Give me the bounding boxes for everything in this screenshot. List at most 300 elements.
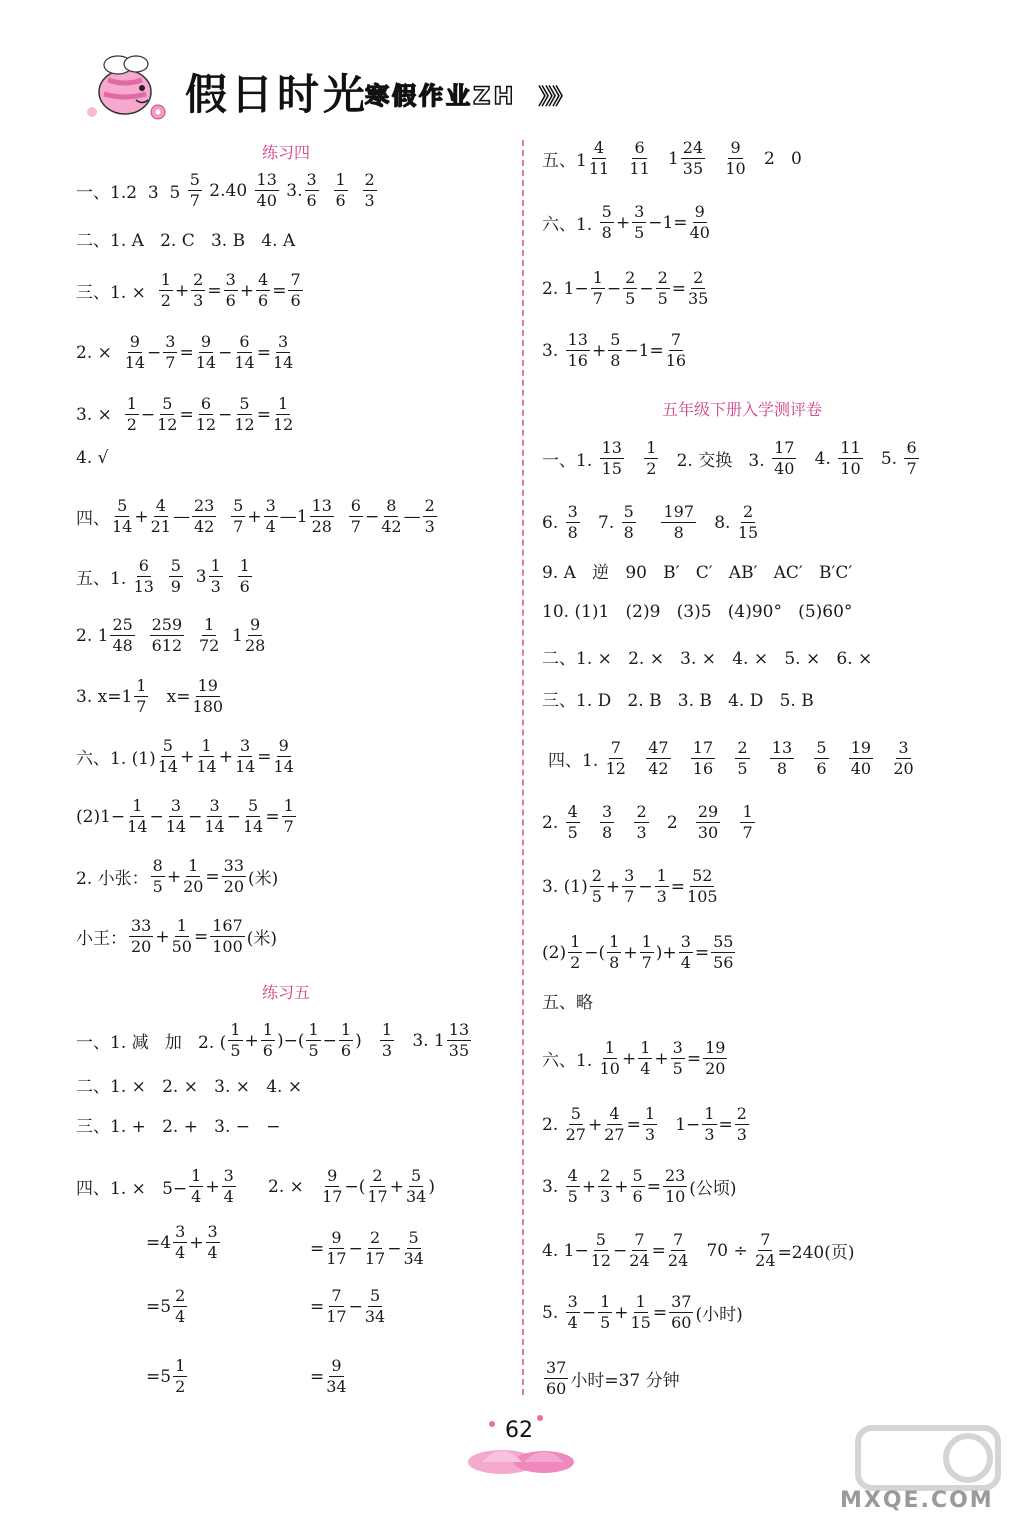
answer-text: 三、1. D 2. B 3. B 4. D 5. B bbox=[542, 691, 814, 711]
denominator: 8 bbox=[601, 223, 612, 242]
denominator: 42 bbox=[193, 517, 215, 536]
denominator: 10 bbox=[664, 1187, 686, 1206]
fraction bbox=[566, 332, 590, 369]
fraction bbox=[644, 440, 658, 477]
numerator: 1 bbox=[340, 1020, 352, 1039]
answer-text: 5. bbox=[864, 448, 903, 469]
fraction bbox=[661, 504, 696, 541]
numerator: 13 bbox=[256, 170, 277, 189]
fraction bbox=[725, 140, 745, 177]
numerator: 7 bbox=[760, 1230, 771, 1249]
numerator: 1 bbox=[656, 866, 667, 885]
answer-text bbox=[831, 749, 847, 769]
denominator: 28 bbox=[311, 517, 332, 536]
answer-text: + bbox=[605, 876, 621, 897]
numerator: 2 bbox=[625, 268, 636, 287]
numerator: 1 bbox=[604, 1038, 615, 1057]
denominator: 7 bbox=[592, 289, 603, 308]
denominator: 14 bbox=[157, 757, 179, 776]
answer-text: − bbox=[147, 342, 162, 363]
fraction bbox=[772, 440, 796, 477]
numerator: 1 bbox=[600, 1292, 611, 1311]
left-answer-line bbox=[146, 1224, 222, 1261]
answer-text: 7. bbox=[581, 512, 620, 533]
answer-text: 1− bbox=[659, 1114, 701, 1135]
fraction bbox=[702, 1106, 716, 1143]
answer-text: 六、1. (1) bbox=[76, 749, 156, 769]
answer-text: 四、 bbox=[76, 509, 110, 529]
left-answer-line bbox=[76, 617, 267, 654]
numerator: 8 bbox=[386, 496, 397, 515]
answer-text: 一、1. 减 加 2. ( bbox=[76, 1033, 227, 1053]
fraction bbox=[365, 1288, 385, 1325]
denominator: 8 bbox=[609, 953, 620, 972]
right-answer-line bbox=[548, 740, 916, 777]
numerator: 2 bbox=[364, 170, 375, 189]
numerator: 2 bbox=[742, 502, 754, 521]
right-answer-line bbox=[542, 440, 921, 477]
answer-text: + bbox=[654, 1048, 669, 1069]
numerator: 5 bbox=[601, 202, 612, 221]
numerator: 5 bbox=[623, 502, 634, 521]
answer-text: 2 0 bbox=[747, 148, 802, 169]
fraction bbox=[151, 498, 171, 535]
fraction bbox=[158, 738, 178, 775]
answer-text: + bbox=[581, 1176, 597, 1197]
denominator: 4 bbox=[680, 953, 691, 972]
numerator: 3 bbox=[567, 1292, 578, 1311]
denominator: 14 bbox=[234, 757, 256, 776]
denominator: 12 bbox=[157, 415, 178, 434]
fraction bbox=[199, 617, 219, 654]
fraction bbox=[600, 440, 624, 477]
numerator: 1 bbox=[188, 856, 199, 875]
numerator: 17 bbox=[774, 438, 795, 457]
numerator: 3 bbox=[624, 866, 635, 885]
answer-text: 3. (1) bbox=[542, 876, 588, 897]
numerator: 29 bbox=[697, 802, 719, 821]
answer-text: = bbox=[265, 806, 280, 827]
denominator: 17 bbox=[367, 1187, 388, 1206]
denominator: 6 bbox=[816, 759, 827, 778]
fraction bbox=[600, 204, 614, 241]
fraction bbox=[245, 617, 265, 654]
numerator: 1 bbox=[704, 1104, 715, 1123]
fraction bbox=[671, 1040, 685, 1077]
fraction bbox=[112, 498, 132, 535]
answer-text: = bbox=[310, 1238, 325, 1259]
right-answer-line bbox=[542, 270, 710, 307]
numerator: 1 bbox=[132, 796, 143, 815]
answer-text bbox=[225, 567, 236, 587]
numerator: 23 bbox=[664, 1166, 686, 1185]
numerator: 3 bbox=[672, 1038, 683, 1057]
answer-text: (2)1− bbox=[76, 806, 126, 827]
fraction bbox=[134, 558, 154, 595]
denominator: 6 bbox=[258, 291, 269, 310]
numerator: 4 bbox=[609, 1104, 620, 1123]
numerator: 3 bbox=[306, 170, 317, 189]
answer-text: = bbox=[310, 1296, 325, 1317]
answer-text: (米) bbox=[248, 869, 279, 889]
denominator: 24 bbox=[755, 1251, 776, 1270]
denominator: 14 bbox=[196, 757, 217, 776]
denominator: 20 bbox=[223, 877, 245, 896]
answer-text: 2. × bbox=[268, 1176, 321, 1197]
numerator: 1 bbox=[210, 556, 221, 575]
right-answer-line bbox=[542, 1232, 855, 1269]
numerator: 6 bbox=[138, 556, 149, 575]
fraction bbox=[566, 1168, 580, 1205]
answer-text: =4 bbox=[146, 1232, 172, 1253]
fraction bbox=[365, 1230, 385, 1267]
fraction bbox=[688, 270, 708, 307]
fraction bbox=[604, 1106, 624, 1143]
left-answer-line bbox=[76, 226, 295, 251]
denominator: 40 bbox=[850, 759, 872, 778]
denominator: 7 bbox=[906, 459, 917, 478]
fraction bbox=[129, 918, 153, 955]
denominator: 12 bbox=[605, 759, 626, 778]
numerator: 1 bbox=[191, 1166, 202, 1185]
numerator: 9 bbox=[331, 1356, 342, 1375]
numerator: 167 bbox=[212, 916, 243, 935]
fraction bbox=[629, 140, 649, 177]
answer-text: + bbox=[244, 1030, 259, 1051]
answer-text: + bbox=[205, 1176, 220, 1197]
numerator: 8 bbox=[152, 856, 163, 875]
left-answer-line bbox=[76, 498, 439, 535]
numerator: 5 bbox=[570, 1104, 581, 1123]
answer-text: (米) bbox=[246, 929, 278, 949]
numerator: 6 bbox=[350, 496, 361, 515]
denominator: 21 bbox=[150, 517, 171, 536]
answer-text: 二、1. × 2. × 3. × 4. × bbox=[76, 1077, 303, 1097]
answer-text: 3. bbox=[280, 180, 303, 201]
right-answer-line bbox=[542, 204, 712, 241]
answer-text: −1= bbox=[648, 212, 688, 233]
fraction bbox=[349, 498, 363, 535]
answer-text: 六、1. bbox=[542, 215, 598, 235]
numerator: 19 bbox=[197, 676, 218, 695]
fraction bbox=[235, 738, 255, 775]
fraction bbox=[172, 918, 192, 955]
fraction bbox=[196, 738, 216, 775]
numerator: 1 bbox=[176, 916, 187, 935]
answer-text: 四、1. bbox=[548, 751, 604, 771]
answer-text: = bbox=[207, 280, 222, 301]
denominator: 6 bbox=[239, 577, 250, 596]
numerator: 4 bbox=[593, 138, 605, 157]
answer-text: − bbox=[606, 278, 622, 299]
numerator: 2 bbox=[424, 496, 435, 515]
fraction bbox=[770, 740, 794, 777]
fraction bbox=[735, 740, 749, 777]
numerator: 1 bbox=[239, 556, 250, 575]
numerator: 3 bbox=[602, 802, 613, 821]
numerator: 259 bbox=[151, 615, 183, 634]
numerator: 9 bbox=[129, 332, 140, 351]
numerator: 5 bbox=[408, 1228, 419, 1247]
denominator: 11 bbox=[629, 159, 650, 178]
answer-text: 4. bbox=[798, 448, 837, 469]
fraction bbox=[849, 740, 873, 777]
numerator: 1 bbox=[742, 802, 753, 821]
answer-text: = bbox=[646, 1176, 661, 1197]
fraction bbox=[655, 868, 669, 905]
fraction bbox=[110, 617, 134, 654]
denominator: 50 bbox=[171, 937, 192, 956]
numerator: 24 bbox=[682, 138, 704, 157]
numerator: 13 bbox=[567, 330, 588, 349]
numerator: 7 bbox=[610, 738, 621, 757]
right-answer-line bbox=[542, 140, 802, 177]
book-subtitle bbox=[365, 76, 517, 111]
denominator: 3 bbox=[656, 887, 667, 906]
denominator: 60 bbox=[671, 1313, 692, 1332]
numerator: 1 bbox=[609, 932, 620, 951]
answer-text: 2. bbox=[542, 812, 564, 833]
answer-text: = bbox=[694, 942, 710, 963]
numerator: 7 bbox=[634, 1230, 645, 1249]
denominator: 40 bbox=[774, 459, 795, 478]
denominator: 5 bbox=[737, 759, 748, 778]
fraction bbox=[643, 1106, 657, 1143]
numerator: 5 bbox=[117, 496, 128, 515]
fraction bbox=[640, 934, 654, 971]
answer-text: + bbox=[134, 506, 149, 527]
answer-text: − bbox=[348, 1238, 363, 1259]
fraction bbox=[166, 798, 186, 835]
answer-text: − bbox=[188, 806, 203, 827]
fraction bbox=[690, 204, 710, 241]
fraction bbox=[196, 334, 216, 371]
fraction bbox=[222, 1168, 236, 1205]
fraction bbox=[381, 498, 401, 535]
denominator: 11 bbox=[588, 159, 610, 178]
numerator: 6 bbox=[634, 138, 645, 157]
denominator: 5 bbox=[634, 223, 645, 242]
numerator: 5 bbox=[170, 556, 181, 575]
answer-text: 1 bbox=[651, 148, 679, 169]
numerator: 13 bbox=[311, 496, 332, 515]
denominator: 3 bbox=[193, 291, 204, 310]
answer-text: + bbox=[247, 506, 262, 527]
answer-text: = bbox=[718, 1114, 733, 1135]
denominator: 2 bbox=[160, 291, 171, 310]
fraction bbox=[608, 332, 622, 369]
answer-text: =5 bbox=[146, 1296, 172, 1317]
numerator: 3 bbox=[175, 1222, 186, 1241]
numerator: 7 bbox=[670, 330, 681, 349]
answer-text: − bbox=[218, 342, 233, 363]
fraction bbox=[222, 858, 246, 895]
numerator: 2 bbox=[657, 268, 668, 287]
numerator: 5 bbox=[248, 796, 259, 815]
numerator: 2 bbox=[600, 1166, 611, 1185]
denominator: 3 bbox=[644, 1125, 656, 1144]
answer-text: = bbox=[652, 1302, 668, 1323]
denominator: 4 bbox=[175, 1243, 186, 1262]
answer-text: 2. bbox=[542, 1114, 564, 1135]
fraction bbox=[406, 1168, 426, 1205]
denominator: 12 bbox=[590, 1251, 612, 1270]
fraction bbox=[703, 1040, 727, 1077]
answer-text: 2. × bbox=[76, 342, 123, 363]
fraction bbox=[238, 558, 252, 595]
fraction bbox=[600, 1040, 620, 1077]
denominator: 27 bbox=[604, 1125, 625, 1144]
fraction bbox=[666, 332, 686, 369]
answer-text bbox=[673, 749, 689, 769]
fraction bbox=[904, 440, 918, 477]
answer-text: 五、1 bbox=[542, 151, 587, 171]
denominator: 14 bbox=[273, 757, 294, 776]
denominator: 28 bbox=[244, 636, 266, 655]
denominator: 8 bbox=[673, 523, 684, 542]
numerator: 23 bbox=[193, 496, 215, 515]
denominator: 4 bbox=[640, 1059, 651, 1078]
answer-text: 3. bbox=[542, 340, 564, 361]
fraction bbox=[403, 1230, 423, 1267]
numerator: 1 bbox=[201, 736, 212, 755]
denominator: 20 bbox=[131, 937, 152, 956]
answer-text: − bbox=[638, 876, 653, 897]
denominator: 14 bbox=[127, 817, 148, 836]
answer-text: 2 bbox=[650, 812, 694, 833]
denominator: 24 bbox=[667, 1251, 689, 1270]
denominator: 35 bbox=[682, 159, 704, 178]
left-answer-line bbox=[76, 1072, 302, 1097]
numerator: 1 bbox=[646, 438, 657, 457]
numerator: 47 bbox=[648, 738, 669, 757]
fraction bbox=[606, 740, 626, 777]
answer-text: 9. A 逆 90 B′ C′ AB′ AC′ B′C′ bbox=[542, 563, 853, 583]
answer-text bbox=[875, 749, 891, 769]
numerator: 4 bbox=[567, 1166, 578, 1185]
denominator: 35 bbox=[448, 1041, 470, 1060]
answer-text: 70 ÷ bbox=[690, 1240, 754, 1261]
fraction bbox=[622, 868, 636, 905]
fraction bbox=[191, 272, 205, 309]
denominator: 56 bbox=[713, 953, 734, 972]
right-answer-line bbox=[542, 504, 760, 541]
denominator: 7 bbox=[742, 823, 753, 842]
numerator: 5 bbox=[189, 170, 200, 189]
answer-text: (小时) bbox=[695, 1305, 743, 1325]
denominator: 60 bbox=[546, 1379, 567, 1398]
numerator: 1 bbox=[641, 932, 652, 951]
fraction bbox=[326, 1288, 346, 1325]
left-answer-line bbox=[310, 1230, 426, 1267]
fraction bbox=[234, 334, 254, 371]
answer-text bbox=[156, 567, 167, 587]
answer-text: − bbox=[639, 278, 654, 299]
chevrons-icon: 》》》 bbox=[538, 85, 571, 110]
page-number: 62 bbox=[505, 1418, 533, 1443]
answer-text bbox=[350, 181, 361, 201]
denominator: 5 bbox=[567, 1187, 578, 1206]
denominator: 8 bbox=[776, 759, 788, 778]
fraction bbox=[687, 868, 718, 905]
numerator: 3 bbox=[207, 1222, 218, 1241]
answer-text: (公顷) bbox=[689, 1179, 737, 1199]
fraction bbox=[367, 1168, 387, 1205]
left-answer-line bbox=[310, 1358, 349, 1395]
answer-text: − bbox=[613, 1240, 628, 1261]
fraction bbox=[334, 172, 348, 209]
numerator: 1 bbox=[308, 1020, 319, 1039]
answer-text: − bbox=[140, 404, 156, 425]
answer-text: + bbox=[621, 1048, 637, 1069]
fraction bbox=[631, 1294, 651, 1331]
fraction bbox=[631, 1168, 645, 1205]
denominator: 8 bbox=[610, 351, 621, 370]
left-answer-line bbox=[76, 448, 108, 468]
right-answer-line bbox=[542, 868, 720, 905]
fraction bbox=[204, 798, 224, 835]
fraction bbox=[125, 396, 139, 433]
denominator: 14 bbox=[124, 353, 146, 372]
section-title-practice-5: 练习五 bbox=[262, 983, 311, 1002]
denominator: 9 bbox=[170, 577, 181, 596]
answer-text: 3. × bbox=[76, 404, 123, 425]
fraction bbox=[339, 1022, 353, 1059]
denominator: 4 bbox=[567, 1313, 578, 1332]
numerator: 4 bbox=[155, 496, 166, 515]
watermark-text: MXQE.COM bbox=[840, 1488, 994, 1513]
answer-text bbox=[616, 813, 632, 833]
denominator: 14 bbox=[165, 817, 187, 836]
left-answer-line bbox=[146, 1358, 189, 1395]
fraction bbox=[273, 334, 293, 371]
denominator: 105 bbox=[687, 887, 718, 906]
fraction bbox=[288, 272, 302, 309]
fraction bbox=[598, 1168, 612, 1205]
numerator: 37 bbox=[546, 1358, 567, 1377]
numerator: 13 bbox=[601, 438, 622, 457]
numerator: 13 bbox=[771, 738, 793, 757]
denominator: 7 bbox=[136, 697, 147, 716]
answer-text: + bbox=[614, 1176, 629, 1197]
numerator: 1 bbox=[278, 394, 289, 413]
fraction bbox=[423, 498, 437, 535]
denominator: 13 bbox=[133, 577, 154, 596]
left-answer-line bbox=[146, 1288, 189, 1325]
numerator: 1 bbox=[175, 1356, 186, 1375]
answer-text: + bbox=[587, 1114, 603, 1135]
numerator: 4 bbox=[567, 802, 578, 821]
denominator: 34 bbox=[326, 1377, 347, 1396]
answer-text: 3 bbox=[184, 566, 207, 587]
left-answer-line bbox=[76, 738, 296, 775]
fraction bbox=[681, 140, 705, 177]
denominator: 6 bbox=[290, 291, 301, 310]
answer-text: − bbox=[322, 1030, 337, 1051]
answer-text: 一、1. bbox=[542, 451, 598, 471]
answer-text bbox=[321, 181, 332, 201]
denominator: 6 bbox=[262, 1041, 273, 1060]
answer-text: 3. x=1 bbox=[76, 686, 133, 707]
fraction bbox=[629, 1232, 649, 1269]
fraction bbox=[183, 858, 203, 895]
denominator: 10 bbox=[840, 459, 861, 478]
denominator: 8 bbox=[623, 523, 634, 542]
fraction bbox=[228, 1022, 242, 1059]
right-answer-line bbox=[542, 558, 852, 583]
fraction bbox=[566, 804, 580, 841]
answer-text: = bbox=[179, 404, 194, 425]
